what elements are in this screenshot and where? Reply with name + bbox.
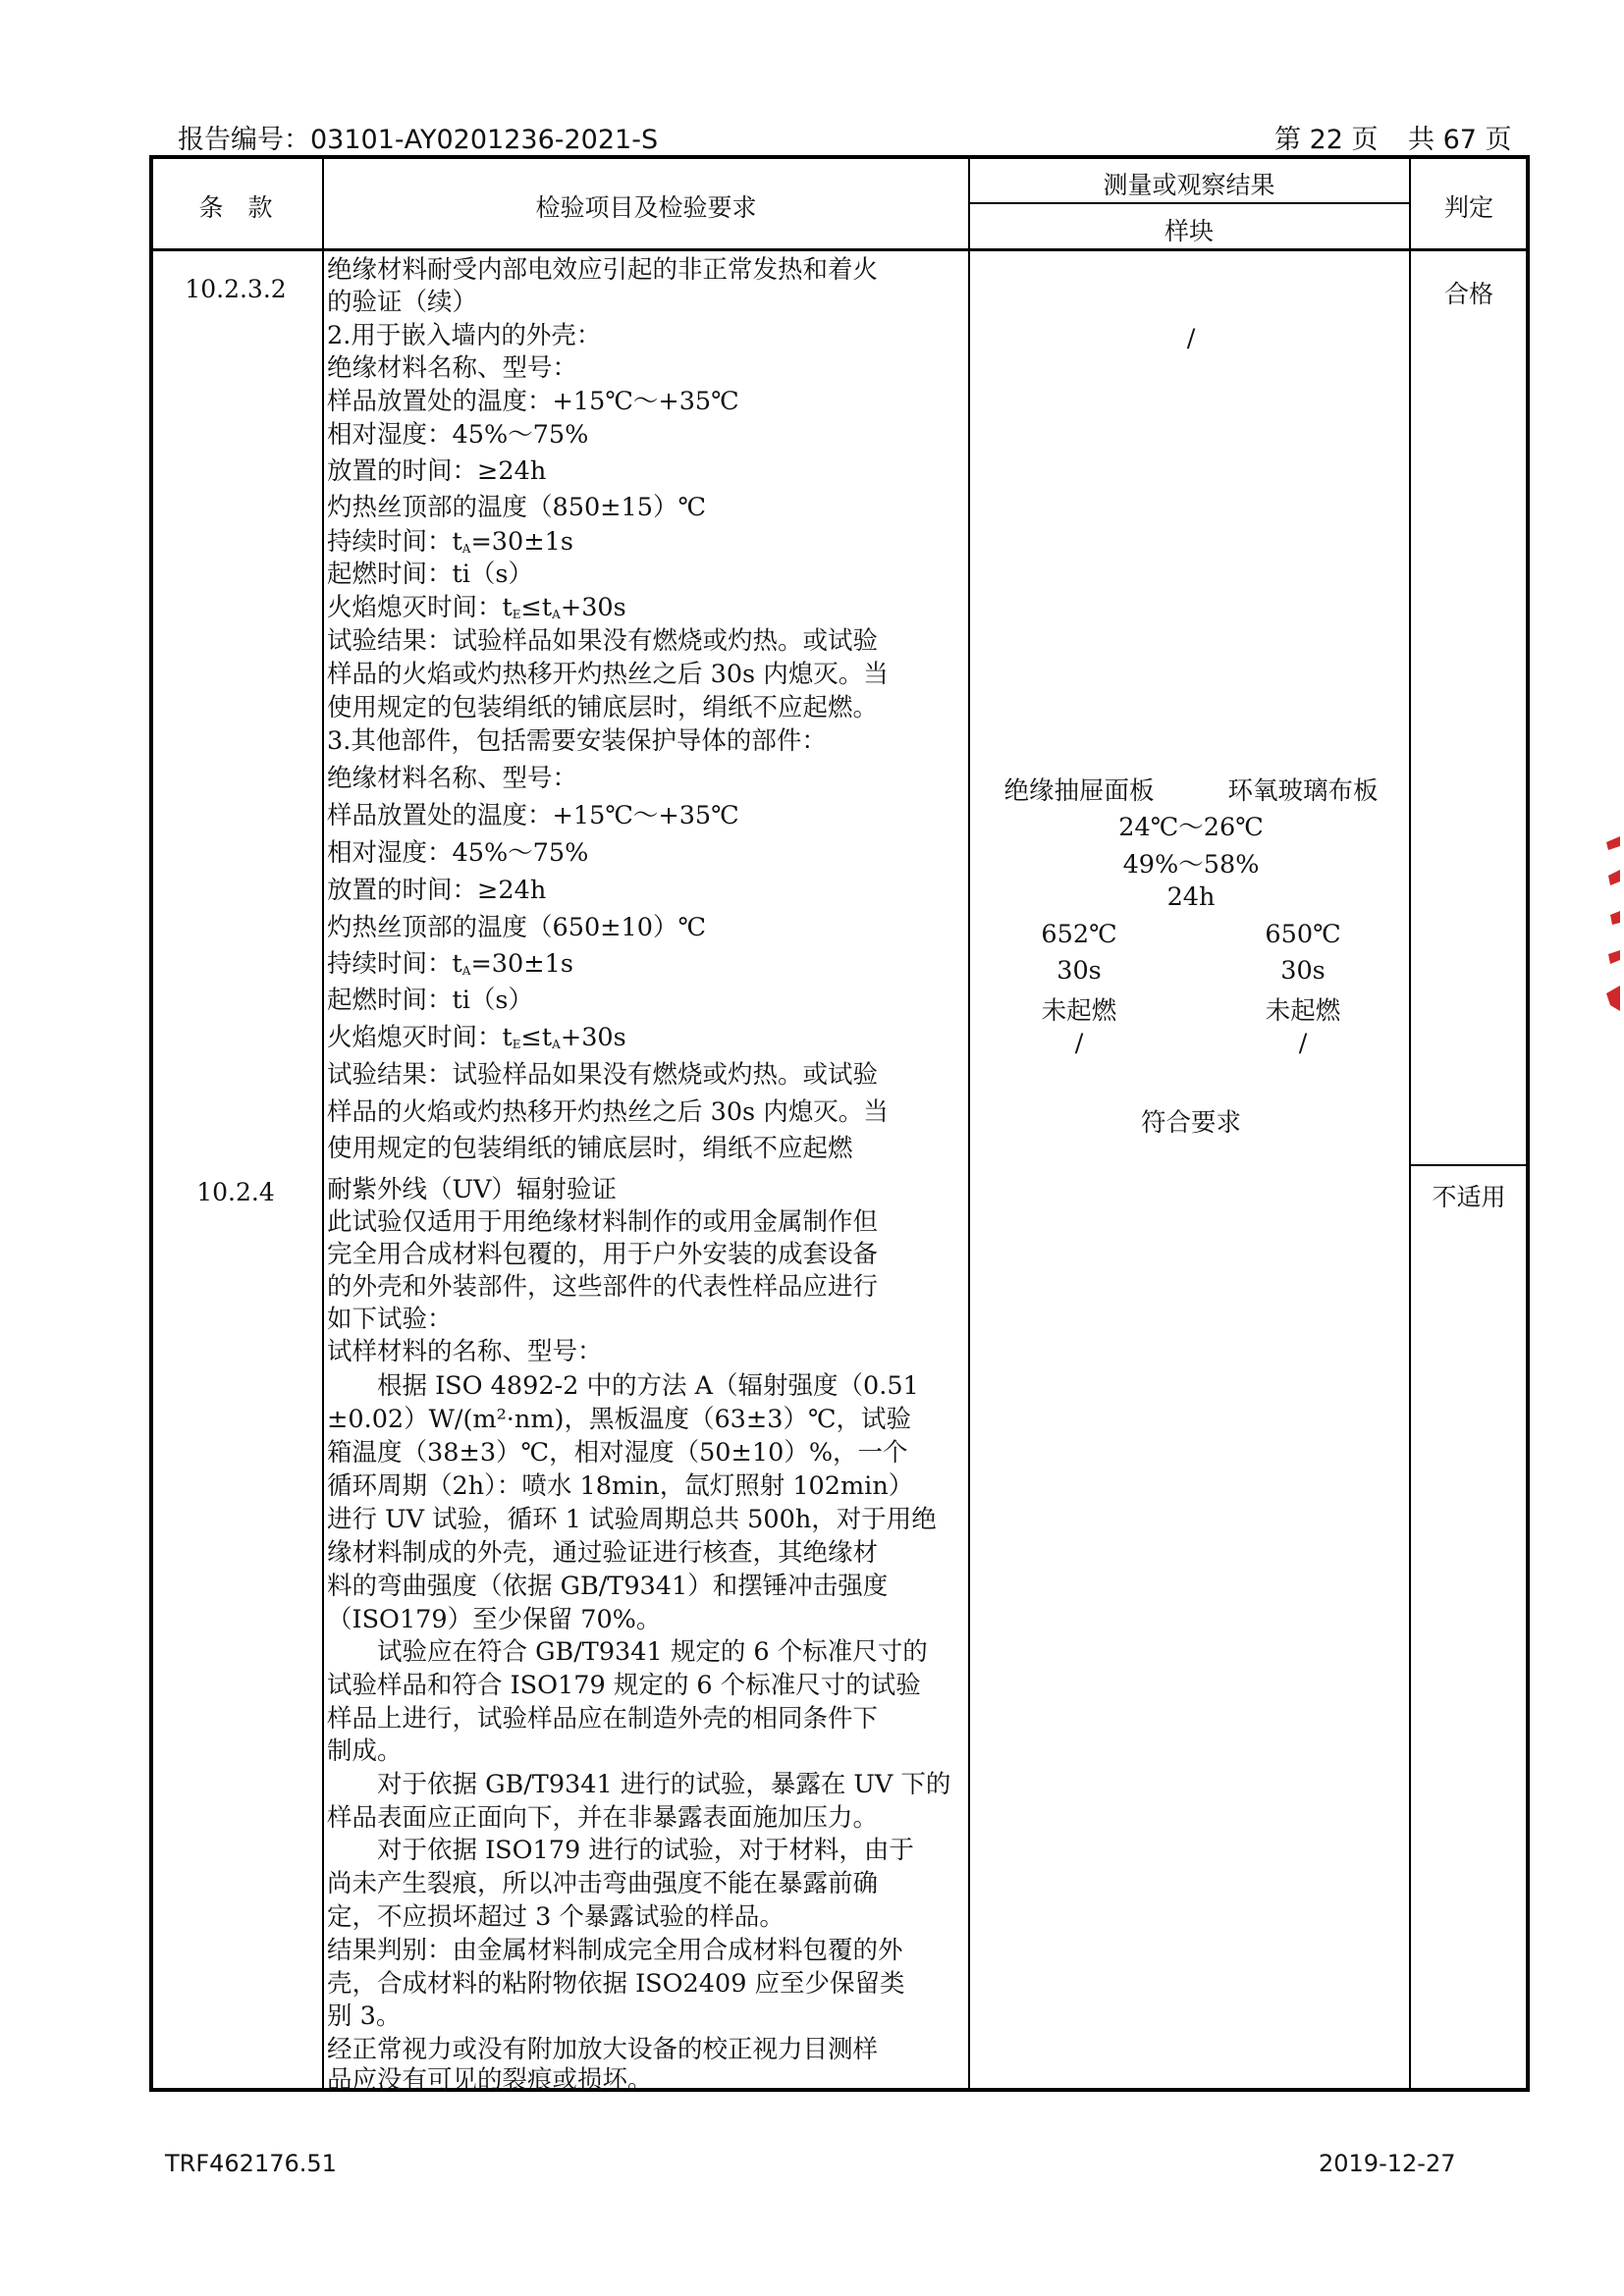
table-left-border	[149, 155, 153, 2092]
req-line: 使用规定的包装绢纸的铺底层时，绢纸不应起燃。	[327, 693, 879, 722]
col-divider-1	[322, 155, 324, 2092]
req-line: 火焰熄灭时间：$t_E\le t_A+30s$	[327, 593, 626, 622]
result-slash-top: /	[1186, 324, 1196, 353]
verdict-row-1: 合格	[1443, 280, 1494, 308]
req-line: 绝缘材料耐受内部电效应引起的非正常发热和着火	[327, 255, 879, 285]
req-line: 样品上进行，试验样品应在制造外壳的相同条件下	[327, 1704, 879, 1734]
req-line: 样品放置处的温度：+15℃～+35℃	[327, 801, 739, 830]
req-line: 壳，合成材料的粘附物依据 ISO2409 应至少保留类	[327, 1969, 905, 1999]
req-line: 试验应在符合 GB/T9341 规定的 6 个标准尺寸的	[327, 1637, 928, 1667]
req-line: 样品的火焰或灼热移开灼热丝之后 30s 内熄灭。当	[327, 660, 889, 689]
result-extinguish-b: /	[1298, 1029, 1308, 1058]
clause-10-2-4: 10.2.4	[196, 1178, 275, 1206]
result-gw-temp-b: 650℃	[1265, 920, 1341, 949]
col-header-sample: 样块	[1164, 217, 1215, 245]
req-line: 试验结果：试验样品如果没有燃烧或灼热。或试验	[327, 626, 879, 656]
col-divider-2	[968, 155, 970, 2092]
req-line: 完全用合成材料包覆的，用于户外安装的成套设备	[327, 1240, 879, 1269]
report-number-value: 03101-AY0201236-2021-S	[310, 125, 659, 155]
req-line: 2.用于嵌入墙内的外壳：	[327, 321, 602, 350]
req-line: 制成。	[327, 1736, 403, 1766]
result-subheader-divider	[968, 202, 1410, 204]
table-top-border	[149, 155, 1530, 159]
report-number	[178, 118, 658, 156]
req-line: 火焰熄灭时间：$t_E\le t_A+30s$	[327, 1023, 626, 1052]
req-line: 根据 ISO 4892-2 中的方法 A（辐射强度（0.51	[327, 1371, 919, 1401]
req-line: 绝缘材料名称、型号：	[327, 764, 578, 793]
req-line: 使用规定的包装绢纸的铺底层时，绢纸不应起燃	[327, 1134, 853, 1163]
verdict-row-divider	[1409, 1164, 1528, 1166]
req-line: 相对湿度：45%～75%	[327, 420, 589, 450]
req-line: 的验证（续）	[327, 288, 478, 317]
req-line: 品应没有可见的裂痕或损坏。	[327, 2065, 653, 2095]
req-line: 进行 UV 试验，循环 1 试验周期总共 500h，对于用绝	[327, 1505, 937, 1534]
req-line: 试验样品和符合 ISO179 规定的 6 个标准尺寸的试验	[327, 1671, 921, 1700]
req-line: 定，不应损坏超过 3 个暴露试验的样品。	[327, 1902, 785, 1932]
req-line: 的外壳和外装部件，这些部件的代表性样品应进行	[327, 1272, 879, 1302]
form-number: TRF462176.51	[165, 2150, 337, 2177]
req-line: 样品放置处的温度：+15℃～+35℃	[327, 387, 739, 416]
req-line: 循环周期（2h）：喷水 18min，氙灯照射 102min）	[327, 1471, 914, 1501]
result-gw-temp-a: 652℃	[1041, 920, 1117, 949]
req-line: 对于依据 GB/T9341 进行的试验，暴露在 UV 下的	[327, 1770, 951, 1799]
result-duration-b: 30s	[1280, 956, 1326, 986]
verdict-row-2: 不适用	[1432, 1183, 1506, 1211]
req-line: 3.其他部件，包括需要安装保护导体的部件：	[327, 726, 827, 756]
form-date: 2019-12-27	[1319, 2150, 1456, 2177]
req-line: 灼热丝顶部的温度（650±10）℃	[327, 913, 707, 942]
req-line: 放置的时间：≥24h	[327, 456, 547, 486]
result-ignition-a: 未起燃	[1041, 996, 1117, 1026]
col-divider-3	[1409, 155, 1411, 2092]
req-line: 缘材料制成的外壳，通过验证进行核查，其绝缘材	[327, 1538, 879, 1568]
result-material-a: 绝缘抽屉面板	[1003, 776, 1155, 806]
result-material-b: 环氧玻璃布板	[1227, 776, 1379, 806]
req-line: 尚未产生裂痕，所以冲击弯曲强度不能在暴露前确	[327, 1869, 879, 1898]
result-extinguish-a: /	[1074, 1029, 1084, 1058]
req-line: 料的弯曲强度（依据 GB/T9341）和摆锤冲击强度	[327, 1572, 889, 1601]
result-temperature: 24℃～26℃	[1118, 813, 1264, 842]
req-line: 结果判别：由金属材料制成完全用合成材料包覆的外	[327, 1936, 903, 1965]
col-header-verdict: 判定	[1443, 193, 1494, 222]
req-line: 箱温度（38±3）℃，相对湿度（50±10）%，一个	[327, 1438, 908, 1468]
total-pages: 共 67 页	[1408, 125, 1512, 155]
col-header-result: 测量或观察结果	[1103, 171, 1275, 199]
header-row-divider	[149, 248, 1530, 251]
req-line: 经正常视力或没有附加放大设备的校正视力目测样	[327, 2035, 879, 2064]
req-line: 绝缘材料名称、型号：	[327, 353, 578, 383]
page-number: 第 22 页	[1274, 125, 1379, 155]
req-line: 试样材料的名称、型号：	[327, 1337, 603, 1366]
req-line: 试验结果：试验样品如果没有燃烧或灼热。或试验	[327, 1060, 879, 1090]
result-duration-a: 30s	[1056, 956, 1102, 986]
req-line: 持续时间：$t_A=30\pm 1s$	[327, 527, 573, 557]
req-line: 放置的时间：≥24h	[327, 876, 547, 905]
result-time: 24h	[1166, 882, 1216, 912]
col-header-clause: 条 款	[198, 193, 273, 222]
result-conclusion: 符合要求	[1140, 1108, 1242, 1138]
result-ignition-b: 未起燃	[1265, 996, 1341, 1026]
req-line: 此试验仅适用于用绝缘材料制作的或用金属制作但	[327, 1207, 879, 1237]
req-line: 相对湿度：45%～75%	[327, 838, 589, 868]
seal-stamp-icon	[1604, 836, 1622, 1013]
req-line: 对于依据 ISO179 进行的试验，对于材料，由于	[327, 1836, 914, 1865]
req-line: 起燃时间：ti（s）	[327, 560, 533, 589]
req-line: 耐紫外线（UV）辐射验证	[327, 1175, 617, 1204]
req-line: 如下试验：	[327, 1305, 453, 1334]
req-line: 别 3。	[327, 2002, 402, 2031]
req-line: 样品表面应正面向下，并在非暴露表面施加压力。	[327, 1803, 879, 1833]
result-humidity: 49%～58%	[1122, 850, 1260, 880]
req-line: （ISO179）至少保留 70%。	[327, 1605, 662, 1634]
table-right-border	[1526, 155, 1530, 2092]
req-line: 灼热丝顶部的温度（850±15）℃	[327, 493, 707, 522]
req-line: 样品的火焰或灼热移开灼热丝之后 30s 内熄灭。当	[327, 1097, 889, 1127]
req-line: ±0.02）W/(m²·nm)，黑板温度（63±3）℃，试验	[327, 1405, 912, 1434]
req-line: 起燃时间：ti（s）	[327, 986, 533, 1015]
report-number-label: 报告编号：	[178, 125, 310, 155]
clause-10-2-3-2: 10.2.3.2	[185, 275, 287, 303]
col-header-item: 检验项目及检验要求	[535, 193, 757, 222]
req-line: 持续时间：$t_A=30\pm 1s$	[327, 949, 573, 979]
